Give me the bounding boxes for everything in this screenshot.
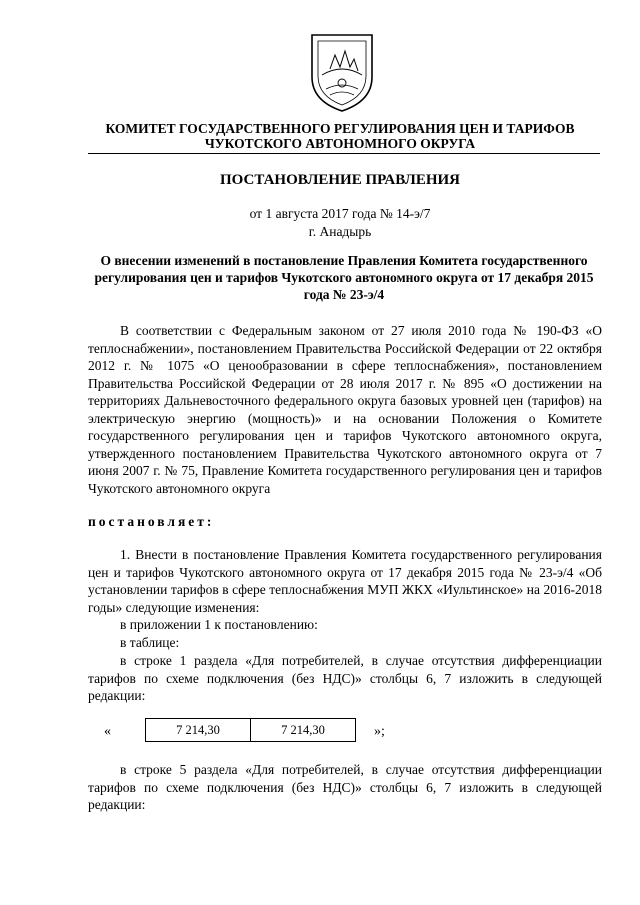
table-cell-col7: 7 214,30 — [251, 719, 356, 742]
table-cell-col6: 7 214,30 — [146, 719, 251, 742]
table-row — [146, 719, 356, 742]
resolves-word: постановляет: — [88, 514, 215, 529]
appendix-line: в приложении 1 к постановлению: — [120, 617, 318, 632]
document-type: ПОСТАНОВЛЕНИЕ ПРАВЛЕНИЯ — [219, 172, 460, 188]
committee-line-1: КОМИТЕТ ГОСУДАРСТВЕННОГО РЕГУЛИРОВАНИЯ ЦЕН И ТАРИФОВ — [105, 121, 575, 136]
coat-of-arms-emblem — [304, 27, 380, 115]
quote-close: »; — [374, 724, 385, 739]
quote-open: « — [104, 724, 111, 739]
row-1-paragraph: в строке 1 раздела «Для потребителей, в случае отсутствия дифференциации тарифов по схеме подключения (без НДС)» столбцы 6, 7 изложить в следующей редакции: — [88, 653, 602, 703]
document-subject: О внесении изменений в постановление Правления Комитета государственного регулирования цен и тарифов Чукотского автономного округа от 17 декабря 2015 года № 23-э/4 — [94, 253, 594, 302]
item-1-paragraph: 1. Внести в постановление Правления Комитета государственного регулирования цен и тарифов Чукотского автономного округа от 17 декабря 2015 года № 23-э/4 «Об установлении тарифов в сфере теплоснабжения МУП ЖКХ «Иультинское» на 2016-2018 годы» следующие изменения: — [88, 547, 602, 615]
row-5-paragraph: в строке 5 раздела «Для потребителей, в случае отсутствия дифференциации тарифов по схеме подключения (без НДС)» столбцы 6, 7 изложить в следующей редакции: — [88, 762, 602, 812]
table-line: в таблице: — [120, 635, 180, 650]
preamble-paragraph: В соответствии с Федеральным законом от 27 июля 2010 года № 190-ФЗ «О теплоснабжении», постановлением Правительства Российской Федерации от 22 октября 2012 г. № 1075 «О ценообразовании в сфере теплоснабжения», постановлением Правительства Российской Федерации от 28 июля 2017 г. № 895 «О достижении на территориях Дальневосточного федерального округа базовых уровней цен (тарифов) на электрическую энергию (мощность)» и на основании Положения о Комитете государственного регулирования цен и тарифов Чукотского автономного округа, утвержденного постановлением Правительства Чукотского автономного округа от 7 июня 2007 г. № 75, Правление Комитета государственного регулирования цен и тарифов Чукотского автономного округа — [88, 323, 602, 496]
committee-line-2: ЧУКОТСКОГО АВТОНОМНОГО ОКРУГА — [204, 136, 476, 151]
committee-name — [70, 121, 610, 151]
document-city: г. Анадырь — [308, 224, 372, 239]
values-table — [145, 718, 356, 742]
document-date-number: от 1 августа 2017 года № 14-э/7 — [249, 206, 431, 221]
header-divider — [88, 153, 600, 154]
